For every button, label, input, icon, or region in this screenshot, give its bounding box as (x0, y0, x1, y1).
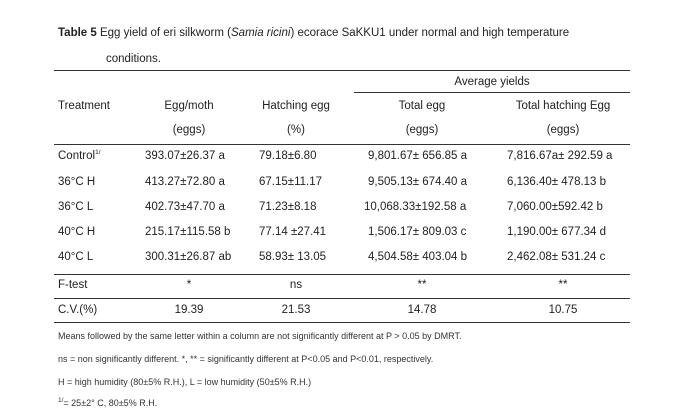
cv-col4: 10.75 (548, 304, 578, 316)
total-egg-value: 1,506.17± 809.03 c (368, 226, 467, 238)
footnote-control (58, 398, 157, 408)
caption-text-after: ) ecorace SaKKU1 under normal and high temperature (290, 27, 570, 39)
ftest-label: F-test (58, 279, 88, 291)
egg-moth-value: 402.73±47.70 a (145, 201, 225, 213)
treatment-label: 40°C L (58, 251, 94, 263)
total-hatching-value: 6,136.40± 478.13 b (507, 176, 607, 188)
bottom-rule (54, 322, 630, 323)
hatching-value: 77.14 ±27.41 (259, 226, 327, 238)
hatching-value: 58.93± 13.05 (259, 251, 327, 263)
hatching-value: 79.18±6.80 (259, 150, 317, 162)
cv-col1: 19.39 (174, 304, 204, 316)
hatching-value: 67.15±11.17 (259, 176, 323, 188)
group-header: Average yields (454, 76, 530, 88)
header-rule (54, 144, 630, 145)
egg-moth-value: 393.07±26.37 a (145, 150, 225, 162)
col4-header: Total hatching Egg (515, 100, 611, 112)
cv-col2: 21.53 (281, 304, 311, 316)
ftest-col2: ns (289, 279, 303, 291)
egg-moth-value: 300.31±26.87 ab (145, 251, 232, 263)
cv-label: C.V.(%) (58, 304, 98, 316)
row-treatment (58, 150, 101, 162)
col4-unit: (eggs) (546, 124, 580, 136)
species-name: Samia ricini (231, 27, 291, 39)
treatment-label: 36°C L (58, 201, 94, 213)
treatment-header: Treatment (58, 100, 110, 112)
footnote-marker: 1/ (58, 397, 64, 404)
caption-line2: conditions. (106, 53, 161, 65)
total-hatching-value: 7,060.00±592.42 b (507, 201, 603, 213)
ftest-col1: * (186, 279, 192, 291)
treatment-label: Control (58, 150, 96, 162)
footnote-dmrt: Means followed by the same letter within a column are not significantly different at P > 0.05 by DMRT. (58, 331, 462, 341)
footnote-humidity: H = high humidity (80±5% R.H.), L = low humidity (50±5% R.H.) (58, 377, 312, 387)
col2-unit: (%) (287, 124, 305, 136)
total-hatching-value: 1,190.00± 677.34 d (507, 226, 607, 238)
table-caption (58, 20, 638, 72)
col3-header: Total egg (398, 100, 446, 112)
total-hatching-value: 2,462.08± 531.24 c (507, 251, 606, 263)
total-egg-value: 4,504.58± 403.04 b (368, 251, 468, 263)
treatment-label: 36°C H (58, 176, 96, 188)
col3-unit: (eggs) (405, 124, 439, 136)
footnote-marker: 1/ (95, 149, 101, 157)
egg-moth-value: 215.17±115.58 b (145, 226, 231, 238)
col2-header: Hatching egg (262, 100, 330, 112)
top-rule (54, 70, 630, 71)
egg-moth-value: 413.27±72.80 a (145, 176, 225, 188)
ftest-rule (54, 298, 630, 299)
total-egg-value: 9,801.67± 656.85 a (368, 150, 468, 162)
cv-col3: 14.78 (407, 304, 437, 316)
footnote-significance: ns = non significantly different. *, ** = significantly different at P<0.05 and P<0.01, respectively. (58, 354, 434, 364)
footnote-control-text: = 25±2° C, 80±5% R.H. (63, 398, 158, 408)
total-hatching-value: 7,816.67a± 292.59 a (507, 150, 613, 162)
hatching-value: 71.23±8.18 (259, 201, 317, 213)
body-rule (54, 274, 630, 275)
col1-header: Egg/moth (164, 100, 214, 112)
group-rule (354, 92, 630, 93)
total-egg-value: 10,068.33±192.58 a (364, 201, 467, 213)
table-label: Table 5 (58, 27, 97, 39)
total-egg-value: 9,505.13± 674.40 a (368, 176, 468, 188)
treatment-label: 40°C H (58, 226, 96, 238)
ftest-col4: ** (558, 279, 568, 291)
col1-unit: (eggs) (172, 124, 206, 136)
ftest-col3: ** (417, 279, 427, 291)
caption-text-before: Egg yield of eri silkworm ( (96, 27, 231, 39)
